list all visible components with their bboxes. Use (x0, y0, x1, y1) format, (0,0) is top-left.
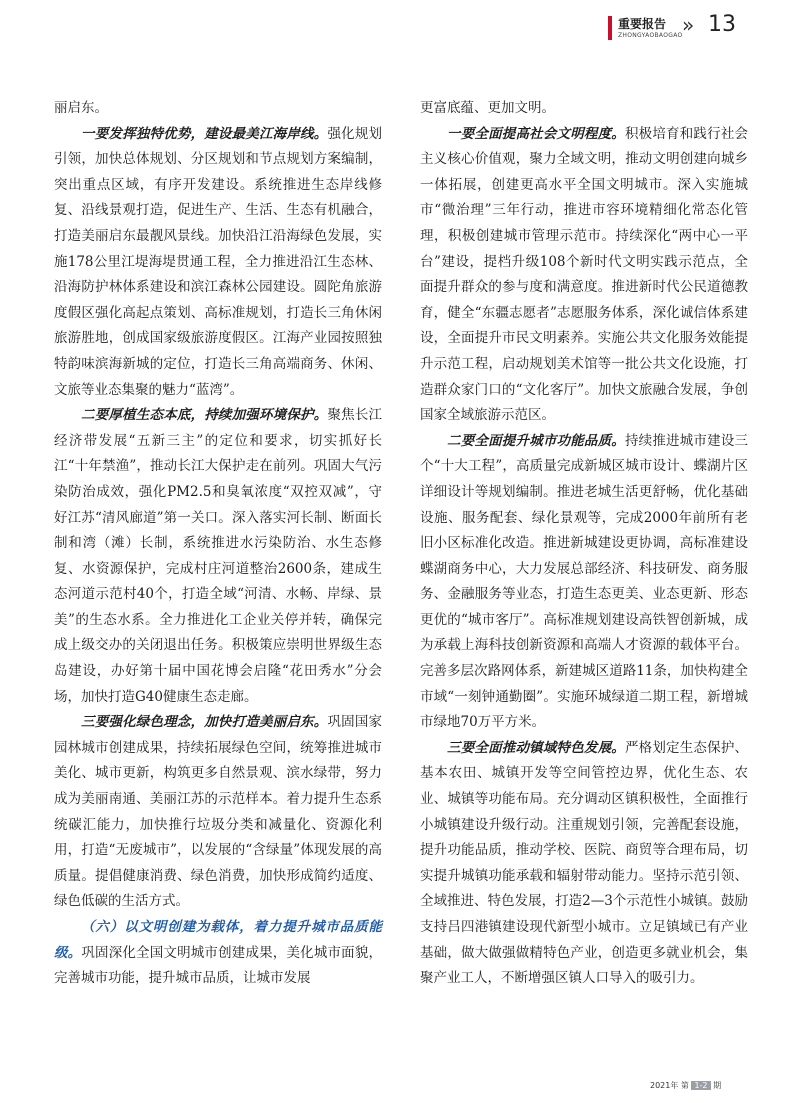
paragraph-text: 更富底蕴、更加文明。 (420, 100, 555, 116)
paragraph (420, 122, 748, 429)
paragraph-text: 聚焦长江经济带发展“五新三主”的定位和要求，切实抓好长江“十年禁渔”，推动长江大保护走在前列。巩固大气污染防治成效，强化PM2.5和臭氧浓度“双控双减”，守好江苏“清风廊道”第一关口。深入落实河长制、断面长制和湾（滩）长制，系统推进水污染防治、水生态修复、水资源保护，完成村庄河道整治2600条，建成生态河道示范村40个，打造全域“河清、水畅、岸绿、景美”的生态水系。全力推进化工企业关停并转，确保完成上级交办的关闭退出任务。积极策应崇明世界级生态岛建设，办好第十届中国花博会启隆“花田秀水”分会场，加快打造G40健康生态走廊。 (54, 407, 383, 705)
issue-number-badge: 1-2 (691, 1081, 710, 1090)
paragraph-lead: 一要全面提高社会文明程度。 (447, 125, 625, 142)
paragraph-lead: 三要全面推动镇域特色发展。 (447, 739, 625, 756)
paragraph-lead: 二要全面提升城市功能品质。 (447, 432, 625, 449)
paragraph-lead: 三要强化绿色理念，加快打造美丽启东。 (81, 714, 328, 731)
paragraph (420, 429, 748, 736)
paragraph-text: 丽启东。 (54, 100, 108, 116)
issue-footer (650, 1080, 721, 1091)
page-number: 13 (708, 12, 736, 37)
header-accent-bar (608, 16, 612, 40)
left-column (54, 96, 382, 992)
paragraph (54, 915, 382, 992)
paragraph-text: 巩固深化全国文明城市创建成果，美化城市面貌，完善城市功能，提升城市品质，让城市发展 (54, 944, 383, 987)
paragraph-continuation (420, 96, 748, 122)
paragraph-text: 强化规划引领，加快总体规划、分区规划和节点规划方案编制，突出重点区域，有序开发建设。系统推进生态岸线修复、沿线景观打造，促进生产、生活、生态有机融合，打造美丽启东最靓风景线。加快沿江沿海绿色发展，实施178公里江堤海堤贯通工程，全力推进沿江生态林、沿海防护林体系建设和滨江森林公园建设。圆陀角旅游度假区强化高起点策划、高标准规划，打造长三角休闲旅游胜地，创成国家级旅游度假区。江海产业园按照独特韵味滨海新城的定位，打造长三角高端商务、休闲、文旅等业态集聚的魅力“蓝湾”。 (54, 125, 383, 398)
paragraph-text: 巩固国家园林城市创建成果，持续拓展绿色空间，统筹推进城市美化、城市更新，构筑更多自然景观、滨水绿带，努力成为美丽南通、美丽江苏的示范样本。着力提升生态系统碳汇能力，加快推行垃圾分类和减量化、资源化利用，打造“无废城市”，以发展的“含绿量”体现发展的高质量。提倡健康消费、绿色消费，加快形成简约适度、绿色低碳的生活方式。 (54, 714, 383, 910)
section-pinyin: ZHONGYAOBAOGAO (618, 32, 683, 39)
footer-qi: 期 (713, 1081, 722, 1090)
paragraph (54, 710, 382, 915)
page-header (608, 14, 788, 44)
footer-year: 2021年 (650, 1081, 679, 1090)
paragraph (54, 122, 382, 404)
paragraph-lead: 一要发挥独特优势，建设最美江海岸线。 (81, 125, 328, 142)
section-title: 重要报告 (618, 17, 667, 31)
paragraph-text: 积极培育和践行社会主义核心价值观，聚力全域文明，推动文明创建向城乡一体拓展，创建更高水平全国文明城市。深入实施城市“微治理”三年行动，推进市容环境精细化常态化管理，积极创建城市管理示范市。持续深化“两中心一平台”建设，提档升级108个新时代文明实践示范点，全面提升群众的参与度和满意度。推进新时代公民道德教育，健全“东疆志愿者”志愿服务体系，深化诚信体系建设，全面提升市民文明素养。实施公共文化服务效能提升示范工程，启动规划美术馆等一批公共文化设施，打造群众家门口的“文化客厅”。加快文旅融合发展，争创国家全域旅游示范区。 (420, 125, 749, 424)
section-heading: （六）以文明创建为载体，着力提升城市品质能级。 (54, 919, 382, 961)
right-column (420, 96, 748, 992)
chevron-right-icon: » (682, 13, 695, 37)
footer-di: 第 (680, 1081, 689, 1090)
paragraph (54, 403, 382, 710)
paragraph-lead: 二要厚植生态本底，持续加强环境保护。 (81, 407, 328, 424)
paragraph-text: 严格划定生态保护、基本农田、城镇开发等空间管控边界，优化生态、农业、城镇等功能布局。充分调动区镇积极性，全面推行小城镇建设升级行动。注重规划引领，完善配套设施，提升功能品质，推动学校、医院、商贸等合理布局，切实提升城镇功能承载和辐射带动能力。坚持示范引领、全域推进、特色发展，打造2—3个示范性小城镇。鼓励支持吕四港镇建设现代新型小城市。立足镇域已有产业基础，做大做强做精特色产业，创造更多就业机会，集聚产业工人，不断增强区镇人口导入的吸引力。 (420, 739, 749, 987)
paragraph (420, 736, 748, 992)
paragraph-continuation (54, 96, 382, 122)
paragraph-text: 持续推进城市建设三个“十大工程”，高质量完成新城区城市设计、蝶湖片区详细设计等规划编制。推进老城生活更舒畅，优化基础设施、服务配套、绿化景观等，完成2000年前所有老旧小区标准化改造。推进新城建设更协调，高标准建设蝶湖商务中心，大力发展总部经济、科技研发、商务服务、金融服务等业态，打造生态更美、业态更新、形态更优的“城市客厅”。高标准规划建设高铁智创新城，成为承载上海科技创新资源和高端人才资源的载体平台。完善多层次路网体系，新建城区道路11条，加快构建全市域“一刻钟通勤圈”。实施环城绿道二期工程，新增城市绿地70万平方米。 (420, 432, 749, 731)
